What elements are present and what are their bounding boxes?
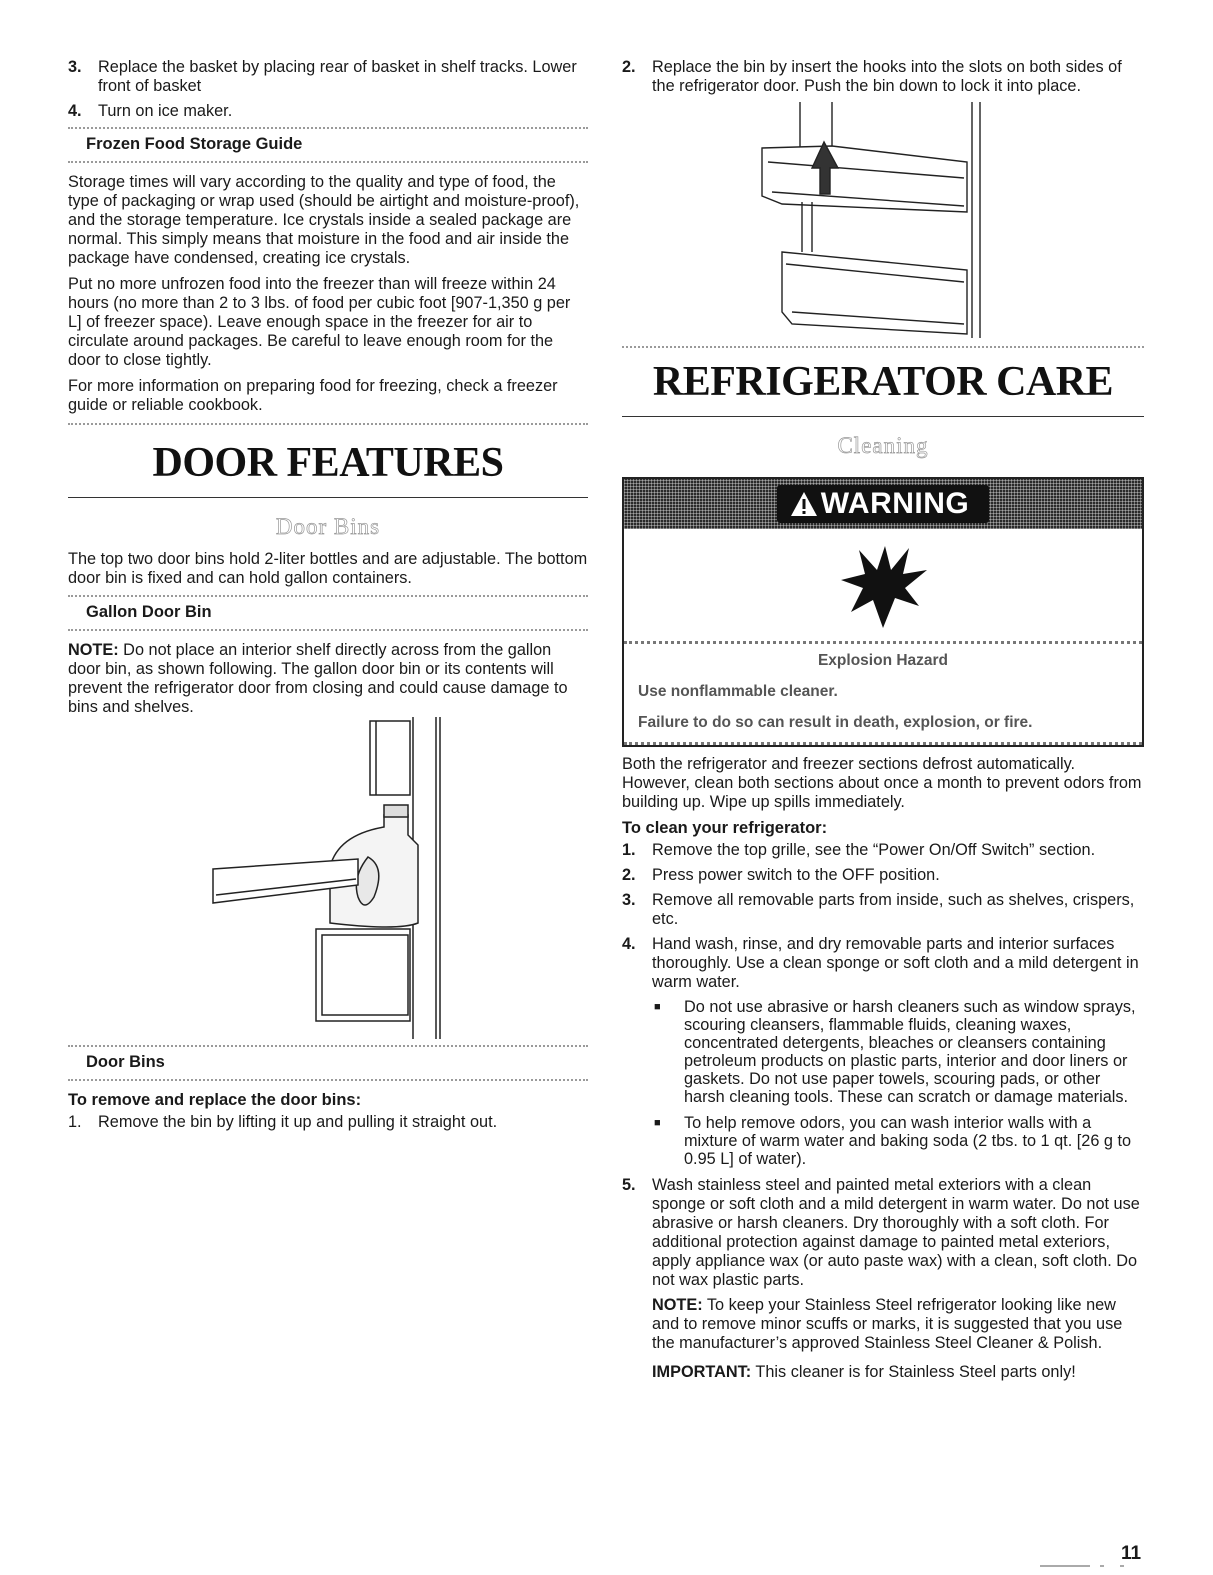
gallon-bin-illustration [68,717,588,1039]
item-text: Remove the bin by lifting it up and pulling it straight out. [98,1113,498,1131]
important-note [652,1363,1144,1382]
bullet-list [652,998,1144,1168]
gallon-note [68,641,588,717]
title-rule [68,497,588,498]
page-number: 11 [1121,1543,1142,1564]
bullet-item [652,998,1144,1106]
note-text: Do not place an interior shelf directly across from the gallon door bin, as shown following. The gallon door bin or its contents will prevent the refrigerator door from closing and could cause damage to bins and shelves. [68,641,568,716]
explosion-icon [833,540,933,630]
clean-refrigerator-heading: To clean your refrigerator: [622,819,828,837]
list-item [68,102,588,121]
list-item [68,1113,588,1132]
item-number: 4. [68,102,82,120]
item-number: 5. [622,1176,636,1194]
important-label: IMPORTANT: [652,1363,752,1381]
note-label: NOTE: [68,641,119,659]
note-text: To keep your Stainless Steel refrigerator looking like new and to remove minor scuffs or marks, it is suggested that you use the manufacturer’s approved Stainless Steel Cleaner & Polish. [652,1296,1123,1352]
warning-label [777,485,990,523]
bullet-square-icon: ■ [654,1117,661,1129]
door-features-title: DOOR FEATURES [152,440,504,486]
item-text: Remove all removable parts from inside, such as shelves, crispers, etc. [652,891,1135,928]
warning-text [624,644,1142,742]
warning-footer [624,742,1142,745]
note-label: NOTE: [652,1296,703,1314]
item-text: Replace the bin by insert the hooks into the slots on both sides of the refrigerator door. Push the bin down to lock it into place. [652,58,1122,95]
stainless-note [652,1296,1144,1353]
item-number: 3. [622,891,636,909]
left-column [68,58,588,1138]
item-number: 2. [622,58,636,76]
door-bin-replace-illustration [622,102,1144,338]
item-number: 4. [622,935,636,953]
title-rule [622,416,1144,417]
item-number: 1. [622,841,636,859]
item-text: Remove the top grille, see the “Power On/Off Switch” section. [652,841,1096,859]
warning-line-2: Failure to do so can result in death, explosion, or fire. [638,714,1033,731]
scan-marks [1040,1556,1150,1568]
list-item [622,1176,1144,1290]
warning-box [622,477,1144,747]
refrigerator-care-title: REFRIGERATOR CARE [652,359,1114,405]
bullet-text: Do not use abrasive or harsh cleaners such as window sprays, scouring cleansers, flammable fluids, cleaning waxes, concentrated detergents, bleaches or cleansers containing petroleum products on plastic parts, interior and door liners or gaskets. Do not use paper towels, scouring pads, or other harsh cleaning tools. These can scratch or damage materials. [684,998,1136,1106]
list-item [622,58,1144,96]
divider [68,423,588,425]
door-bins-ghost-heading: Door Bins [275,514,381,539]
right-column [622,58,1144,1392]
warning-banner [624,479,1142,529]
door-bin-drawing [622,102,1144,338]
warning-symbol-area [624,529,1142,644]
list-item [622,841,1144,860]
list-item [68,58,588,96]
frozen-paragraph-3: For more information on preparing food for freezing, check a freezer guide or reliable cookbook. [68,377,558,414]
list-item [622,891,1144,929]
cleaning-ghost-heading: Cleaning [837,433,929,458]
door-bins-heading: Door Bins [68,1045,588,1081]
bullet-text: To help remove odors, you can wash interior walls with a mixture of warm water and baking soda (2 tbs. to 1 qt. [26 g to 0.95 L] of water). [684,1114,1132,1168]
hazard-title: Explosion Hazard [817,652,949,669]
warning-triangle-icon [789,490,819,518]
important-text: This cleaner is for Stainless Steel parts only! [751,1363,1076,1381]
item-number: 3. [68,58,82,76]
door-bins-intro: The top two door bins hold 2-liter bottles and are adjustable. The bottom door bin is fixed and can hold gallon containers. [68,550,588,587]
remove-bins-heading: To remove and replace the door bins: [68,1091,362,1109]
warning-word: WARNING [820,487,970,520]
defrost-paragraph: Both the refrigerator and freezer sections defrost automatically. However, clean both sections about once a month to prevent odors from building up. Wipe up spills immediately. [622,755,1142,811]
item-number: 1. [68,1113,82,1131]
frozen-paragraph-2: Put no more unfrozen food into the freezer than will freeze within 24 hours (no more than 2 to 3 lbs. of food per cubic foot [907-1,350 g per L] of freezer space). Leave enough space in the freezer for air to circulate around packages. Be careful to leave enough room for the door to close tightly. [68,275,571,369]
gallon-door-bin-heading: Gallon Door Bin [68,595,588,631]
frozen-paragraph-1: Storage times will vary according to the quality and type of food, the type of packaging or wrap used (should be airtight and moisture-proof), and the storage temperature. Ice crystals inside a sealed package are normal. This simply means that moisture in the food and air inside the package have condensed, creating ice crystals. [68,173,580,267]
bullet-square-icon: ■ [654,1001,661,1013]
gallon-bin-drawing [68,717,588,1039]
item-text: Wash stainless steel and painted metal exteriors with a clean sponge or soft cloth and a mild detergent in warm water. Do not use abrasive or harsh cleaners. Dry thoroughly with a soft cloth. For additional protection against damage to painted metal exteriors, apply appliance wax (or auto paste wax) with a clean, soft cloth. Do not wax plastic parts. [652,1176,1140,1289]
bullet-item [652,1114,1144,1168]
list-item [622,935,1144,992]
item-text: Press power switch to the OFF position. [652,866,940,884]
divider [622,346,1144,348]
frozen-food-heading: Frozen Food Storage Guide [68,127,588,163]
item-number: 2. [622,866,636,884]
item-text: Hand wash, rinse, and dry removable parts and interior surfaces thoroughly. Use a clean sponge or soft cloth and a mild detergent in warm water. [652,935,1139,991]
item-text: Turn on ice maker. [98,102,233,120]
list-item [622,866,1144,885]
item-text: Replace the basket by placing rear of basket in shelf tracks. Lower front of basket [98,58,577,95]
warning-line-1: Use nonflammable cleaner. [638,683,838,700]
